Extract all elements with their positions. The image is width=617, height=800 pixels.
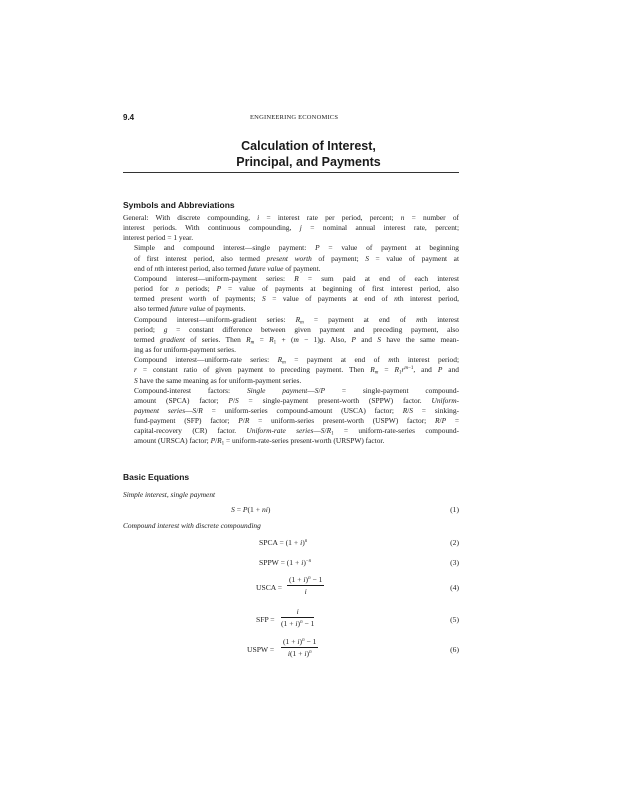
paragraph-uniform-gradient: Compound interest—uniform-gradient series: $R_m$ = payment at end of mth interest period; g = constant difference between given payment and preceding payment, also termed gradient of series. Then $R_m = R_1 + (m - 1)g$. Also, P and S have the same mean- ing as for uniform-payment series. bbox=[134, 314, 459, 355]
equation-6 bbox=[123, 637, 459, 675]
paragraph-single-payment: Simple and compound interest—single payment: P = value of payment at beginning of first interest period, also termed present worth of payment; S = value of payment at end of nth interest period, also termed future value of payment. bbox=[134, 243, 459, 273]
equation-1 bbox=[123, 505, 459, 535]
equation-2-number: (2) bbox=[450, 538, 459, 547]
equation-1-number: (1) bbox=[450, 505, 459, 514]
equation-6-fraction: $\frac{(1 + i)^n - 1}{i(1 + i)^n}$ bbox=[283, 637, 317, 658]
running-head: ENGINEERING ECONOMICS bbox=[250, 114, 339, 121]
equation-4-fraction: $\frac{(1 + i)^n - 1}{i}$ bbox=[289, 575, 323, 596]
paragraph-uniform-payment: Compound interest—uniform-payment series: R = sum paid at end of each interest period for n periods; P = value of payments at beginning of first interest period, also termed present worth of payments; S = value of payments at end of nth interest period, also termed future value of payments. bbox=[134, 273, 459, 314]
page-title-line-2: Principal, and Payments bbox=[236, 155, 381, 169]
section-heading-symbols: Symbols and Abbreviations bbox=[123, 200, 235, 210]
equation-2-body: SPCA = $(1 + i)^n$ bbox=[259, 538, 308, 547]
page-title-line-1: Calculation of Interest, bbox=[241, 139, 376, 153]
equation-4-number: (4) bbox=[450, 583, 459, 592]
equation-4-lhs: USCA = bbox=[256, 583, 283, 592]
symbols-body bbox=[123, 213, 459, 447]
equation-6-number: (6) bbox=[450, 645, 459, 654]
equation-6-lhs: USPW = bbox=[247, 645, 275, 654]
equation-5-lhs: SFP = bbox=[256, 615, 275, 624]
paragraph-general: General: With discrete compounding, i = interest rate per period, percent; n = number of interest periods. With continuous compounding, j = nominal annual interest rate, percent; interest period = 1 year. bbox=[123, 213, 460, 243]
equation-1-body: S = P(1 + ni) bbox=[231, 505, 271, 514]
paragraph-factors: Compound-interest factors: Single payment—S/P = single-payment compound- amount (SPCA) factor; P/S = single-payment present-worth (SPPW) factor. Uniform- payment series—S/R = uniform-series compound-amount (USCA) factor; R/S = sinking- fund-payment (SFP) factor; P/R = uniform-series present-worth (USPW) factor; R/P = capital-recovery (CR) factor. Uniform-rate $series—S/R_1$ = uniform-rate-series compound- amount (URSCA) factor; $P/R_1$ = uniform-rate-series present-worth (URSPW) factor. bbox=[134, 385, 460, 447]
subheading-compound-interest: Compound interest with discrete compounding bbox=[123, 521, 261, 530]
subheading-simple-interest: Simple interest, single payment bbox=[123, 490, 216, 499]
page-number: 9.4 bbox=[123, 113, 135, 122]
paragraph-uniform-rate: Compound interest—uniform-rate series: $R_m$ = payment at end of mth interest period; r = constant ratio of given payment to preceding payment. Then $R_m = R_1r^{m-1}$, and P and S have the same meaning as for uniform-payment series. bbox=[134, 355, 459, 385]
equation-5-number: (5) bbox=[450, 615, 459, 624]
equation-5-fraction: $\frac{i}{(1 + i)^n - 1}$ bbox=[281, 607, 315, 628]
title-rule bbox=[123, 172, 459, 173]
section-heading-equations: Basic Equations bbox=[123, 472, 190, 482]
equation-3-body: SPPW = $(1 + i)^{-n}$ bbox=[259, 558, 312, 567]
equation-3-number: (3) bbox=[450, 558, 459, 567]
